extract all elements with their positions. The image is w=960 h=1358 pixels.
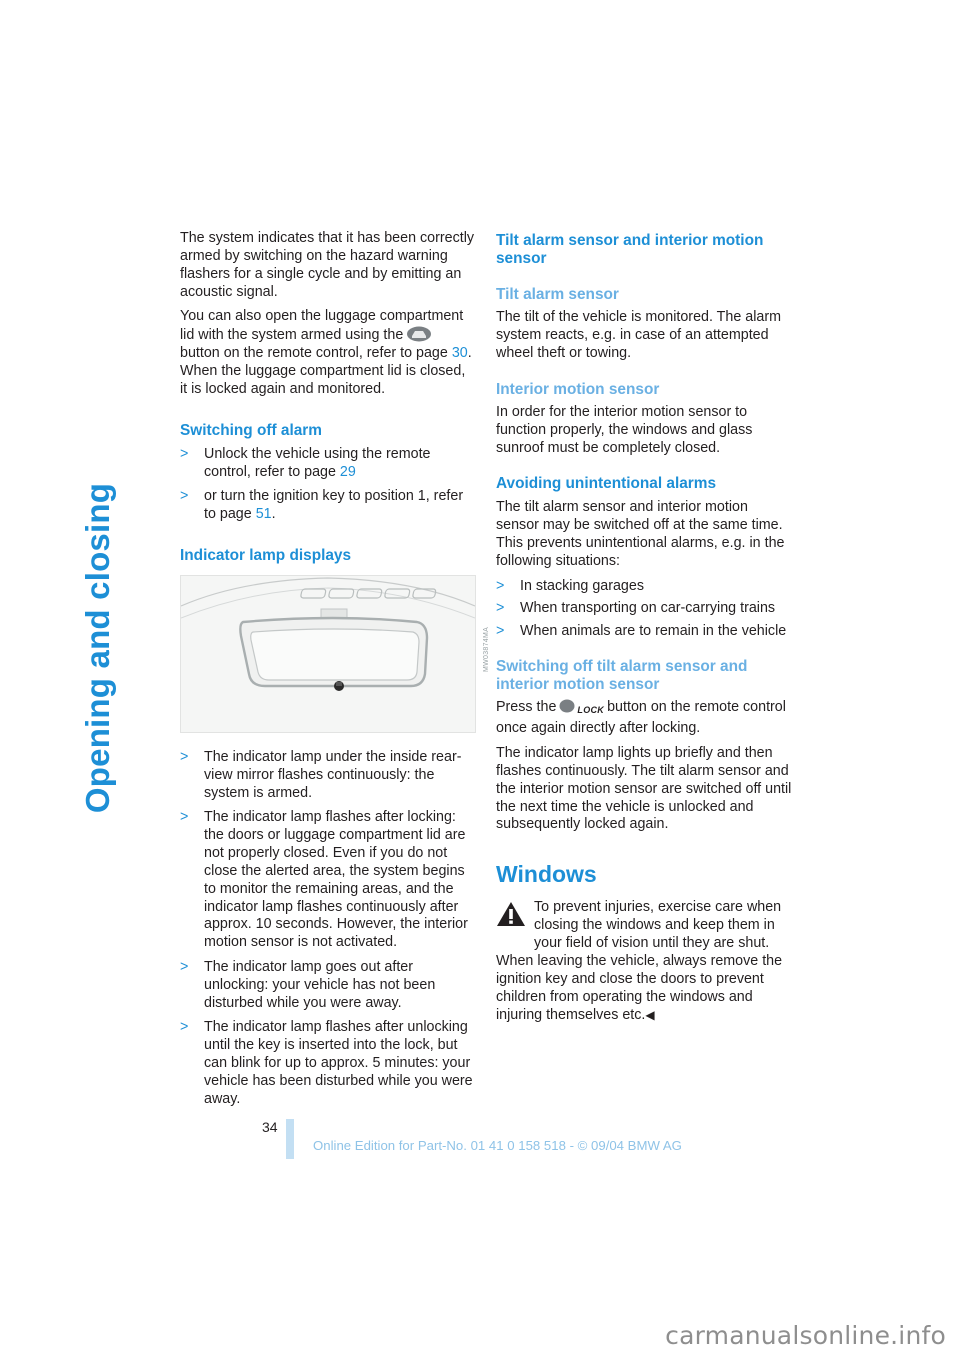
paragraph-press-lock: Press the LOCK button on the remote control once again directly after locking. bbox=[496, 699, 786, 737]
heading-windows: Windows bbox=[496, 861, 597, 888]
warning-block bbox=[496, 899, 792, 1024]
page-number: 34 bbox=[262, 1119, 278, 1135]
left-column bbox=[180, 230, 490, 1115]
avoid-list bbox=[496, 578, 792, 641]
list-item: > The indicator lamp flashes after unlocking until the key is inserted into the lock, but can blink for up to approx. 5 minutes: your vehicle has been disturbed while you were away. bbox=[180, 1018, 473, 1107]
list-item: > The indicator lamp goes out after unlocking: your vehicle has not been disturbed while you were away. bbox=[180, 958, 436, 1011]
page-link-51[interactable]: 51 bbox=[255, 505, 272, 522]
list-item: > In stacking garages bbox=[496, 577, 644, 594]
paragraph-lamp-lights: The indicator lamp lights up briefly and then flashes continuously. The tilt alarm sensor and the interior motion sensor are switched off until the next time the vehicle is unlocked and subsequently locked again. bbox=[496, 744, 792, 833]
list-item: > The indicator lamp under the inside rear-view mirror flashes continuously: the system is armed. bbox=[180, 748, 462, 801]
list-item: > When transporting on car-carrying trains bbox=[496, 600, 776, 617]
figure-code: MW03874MA bbox=[483, 626, 490, 672]
end-mark-icon: ◀ bbox=[645, 1007, 655, 1022]
footer-bar bbox=[286, 1119, 294, 1159]
paragraph-avoid: The tilt alarm sensor and interior motion sensor may be switched off at the same time. This prevents unintentional alarms, e.g. in the following situations: bbox=[496, 499, 785, 570]
heading-tilt-and-interior: Tilt alarm sensor and interior motion sensor bbox=[496, 232, 764, 267]
page-link-30[interactable]: 30 bbox=[451, 344, 468, 361]
heading-switching-off-alarm: Switching off alarm bbox=[180, 421, 322, 439]
paragraph-luggage: You can also open the luggage compartment lid with the system armed using thebutton on the remote control, refer to page 30. When the luggage compartment lid is closed, it is locked again and monitored. bbox=[180, 308, 472, 397]
warning-text-1: To prevent injuries, exercise care when closing the windows and keep them in your field of vision until they are shut. bbox=[534, 899, 782, 952]
heading-switching-off-tilt: Switching off tilt alarm sensor and interior motion sensor bbox=[496, 658, 748, 694]
trunk-button-icon bbox=[406, 326, 432, 342]
paragraph-tilt: The tilt of the vehicle is monitored. The alarm system reacts, e.g. in case of an attempted wheel theft or towing. bbox=[496, 309, 782, 361]
heading-interior-motion-sensor: Interior motion sensor bbox=[496, 380, 660, 398]
paragraph-interior: In order for the interior motion sensor to function properly, the windows and glass sunroof must be completely closed. bbox=[496, 403, 753, 456]
warning-text-2: When leaving the vehicle, always remove the ignition key and close the doors to prevent children from operating the windows and injuring themselves etc.◀ bbox=[496, 953, 783, 1023]
lock-button-icon: LOCK bbox=[559, 699, 604, 720]
heading-tilt-alarm-sensor: Tilt alarm sensor bbox=[496, 286, 619, 303]
rear-view-mirror-illustration bbox=[180, 575, 490, 733]
paragraph-armed: The system indicates that it has been correctly armed by switching on the hazard warning flashers for a single cycle and by emitting an acoustic signal. bbox=[180, 230, 475, 300]
heading-avoiding-alarms: Avoiding unintentional alarms bbox=[496, 475, 717, 493]
right-column bbox=[496, 230, 792, 1025]
warning-triangle-icon bbox=[496, 901, 526, 927]
list-item: > The indicator lamp flashes after locking: the doors or luggage compartment lid are not properly closed. Even if you do not close the alerted area, the system begins to monitor the remaining areas, and the indicator lamp flashes continuously after approx. 10 seconds. However, the interior motion sensor is not activated. bbox=[180, 809, 468, 951]
mirror-drawing bbox=[181, 576, 475, 732]
footer-text: Online Edition for Part-No. 01 41 0 158 518 - © 09/04 BMW AG bbox=[313, 1138, 682, 1153]
list-item: > Unlock the vehicle using the remote control, refer to page 29 bbox=[180, 445, 431, 480]
page-link-29[interactable]: 29 bbox=[339, 463, 356, 480]
watermark: carmanualsonline.info bbox=[665, 1321, 946, 1350]
list-item: > When animals are to remain in the vehicle bbox=[496, 622, 787, 639]
list-item: > or turn the ignition key to position 1, refer to page 51. bbox=[180, 487, 464, 522]
section-title: Opening and closing bbox=[79, 482, 116, 814]
heading-indicator-lamp: Indicator lamp displays bbox=[180, 546, 352, 564]
